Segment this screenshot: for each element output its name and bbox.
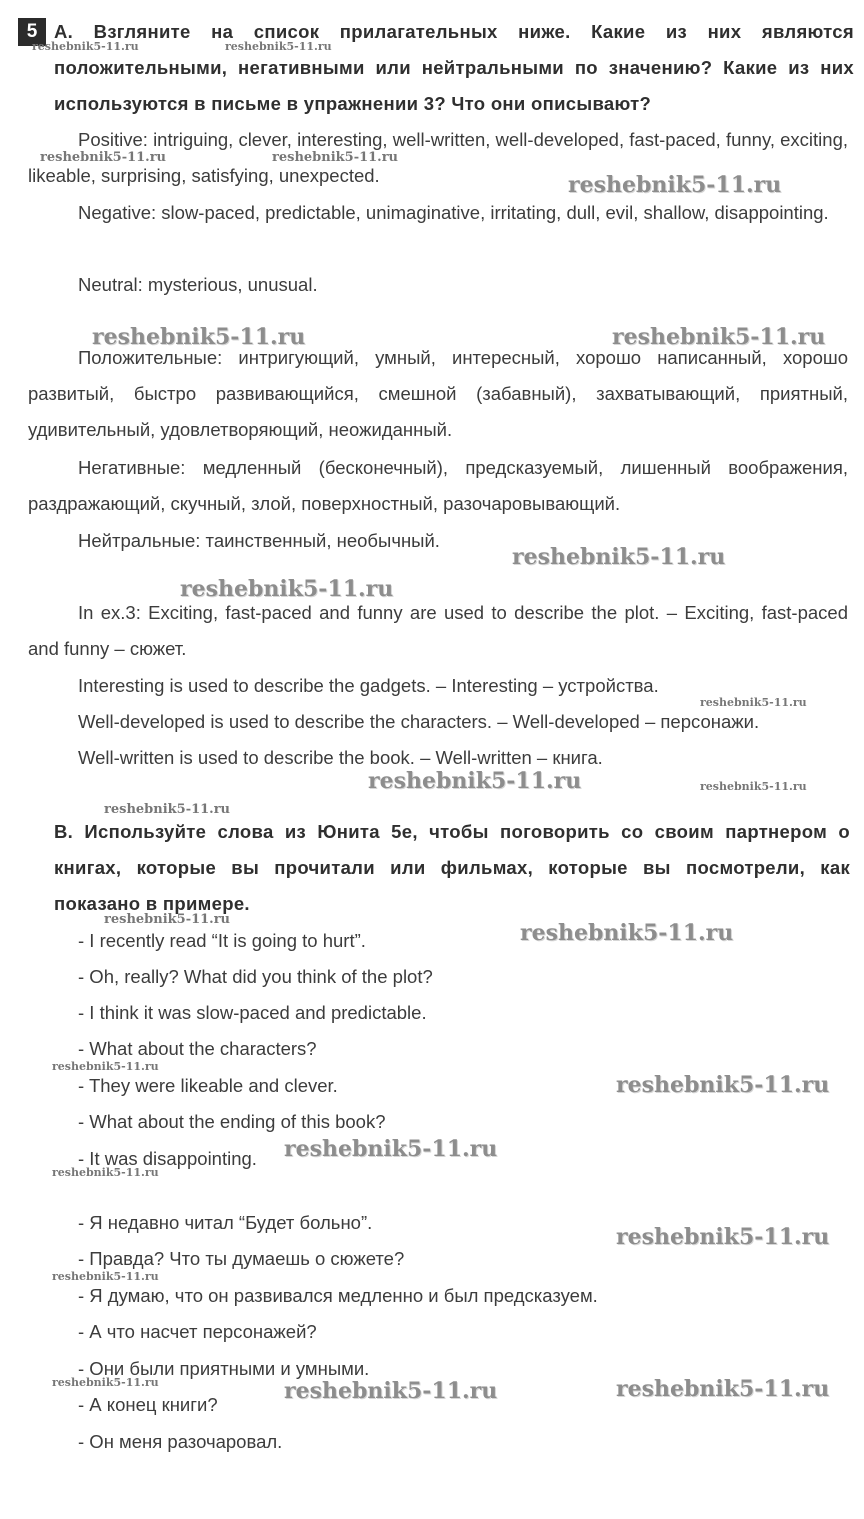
dialogue-en-line: - They were likeable and clever. — [78, 1075, 338, 1096]
watermark: reshebnik5-11.ru — [520, 920, 734, 946]
watermark: reshebnik5-11.ru — [32, 40, 139, 53]
task-b-heading: B. Используйте слова из Юнита 5е, чтобы поговорить со своим партнером о книгах, которые вы прочитали или фильмах, которые вы посмотрели, как показано в примере. — [54, 821, 850, 914]
watermark: reshebnik5-11.ru — [52, 1166, 159, 1179]
neutral-ru-paragraph: Нейтральные: таинственный, необычный. — [78, 530, 440, 551]
watermark: reshebnik5-11.ru — [92, 324, 306, 350]
watermark: reshebnik5-11.ru — [284, 1378, 498, 1404]
positive-en-paragraph: Positive: intriguing, clever, interesting, well-written, well-developed, fast-paced, funny, exciting, likeable, surprising, satisfying, unexpected. — [28, 129, 848, 186]
watermark: reshebnik5-11.ru — [52, 1060, 159, 1073]
neutral-en-paragraph: Neutral: mysterious, unusual. — [78, 274, 318, 295]
dialogue-ru-line: - Правда? Что ты думаешь о сюжете? — [78, 1248, 405, 1269]
dialogue-ru-line: - Я недавно читал “Будет больно”. — [78, 1212, 373, 1233]
watermark: reshebnik5-11.ru — [568, 172, 782, 198]
dialogue-en-line: - It was disappointing. — [78, 1148, 257, 1169]
dialogue-en-line: - Oh, really? What did you think of the plot? — [78, 966, 433, 987]
dialogue-en-line: - I think it was slow-paced and predictable. — [78, 1002, 427, 1023]
ex3-gadgets-line: Interesting is used to describe the gadgets. – Interesting – устройства. — [78, 675, 659, 696]
watermark: reshebnik5-11.ru — [284, 1136, 498, 1162]
dialogue-en-line: - What about the characters? — [78, 1038, 317, 1059]
dialogue-ru-line: - А что насчет персонажей? — [78, 1321, 317, 1342]
watermark: reshebnik5-11.ru — [225, 40, 332, 53]
watermark: reshebnik5-11.ru — [616, 1376, 830, 1402]
watermark: reshebnik5-11.ru — [616, 1224, 830, 1250]
watermark: reshebnik5-11.ru — [104, 912, 231, 927]
watermark: reshebnik5-11.ru — [52, 1270, 159, 1283]
ex3-plot-paragraph: In ex.3: Exciting, fast-paced and funny are used to describe the plot. – Exciting, fast-paced and funny – сюжет. — [28, 602, 848, 659]
dialogue-en-line: - I recently read “It is going to hurt”. — [78, 930, 366, 951]
negative-en-paragraph: Negative: slow-paced, predictable, unimaginative, irritating, dull, evil, shallow, disappointing. — [78, 202, 829, 223]
exercise-number-badge: 5 — [18, 18, 46, 46]
watermark: reshebnik5-11.ru — [700, 696, 807, 709]
watermark: reshebnik5-11.ru — [368, 768, 582, 794]
dialogue-ru-line: - Он меня разочаровал. — [78, 1431, 283, 1452]
task-a-heading: А. Взгляните на список прилагательных ниже. Какие из них являются положительными, негативными или нейтральными по значению? Какие из них используются в письме в упражнении 3? Что они описывают? — [54, 21, 854, 114]
watermark: reshebnik5-11.ru — [700, 780, 807, 793]
dialogue-ru-line: - Я думаю, что он развивался медленно и был предсказуем. — [78, 1285, 598, 1306]
watermark: reshebnik5-11.ru — [512, 544, 726, 570]
ex3-characters-line: Well-developed is used to describe the characters. – Well-developed – персонажи. — [78, 711, 760, 732]
positive-ru-paragraph: Положительные: интригующий, умный, интересный, хорошо написанный, хорошо развитый, быстро развивающийся, смешной (забавный), захватывающий, приятный, удивительный, удовлетворяющий, неожиданный. — [28, 347, 848, 440]
watermark: reshebnik5-11.ru — [272, 150, 399, 165]
watermark: reshebnik5-11.ru — [180, 576, 394, 602]
dialogue-ru-line: - Они были приятными и умными. — [78, 1358, 370, 1379]
watermark: reshebnik5-11.ru — [104, 802, 231, 817]
dialogue-en-line: - What about the ending of this book? — [78, 1111, 386, 1132]
watermark: reshebnik5-11.ru — [40, 150, 167, 165]
ex3-book-line: Well-written is used to describe the book. – Well-written – книга. — [78, 747, 603, 768]
watermark: reshebnik5-11.ru — [616, 1072, 830, 1098]
watermark: reshebnik5-11.ru — [52, 1376, 159, 1389]
watermark: reshebnik5-11.ru — [612, 324, 826, 350]
dialogue-ru-line: - А конец книги? — [78, 1394, 218, 1415]
negative-ru-paragraph: Негативные: медленный (бесконечный), предсказуемый, лишенный воображения, раздражающий, скучный, злой, поверхностный, разочаровывающий. — [28, 457, 848, 514]
